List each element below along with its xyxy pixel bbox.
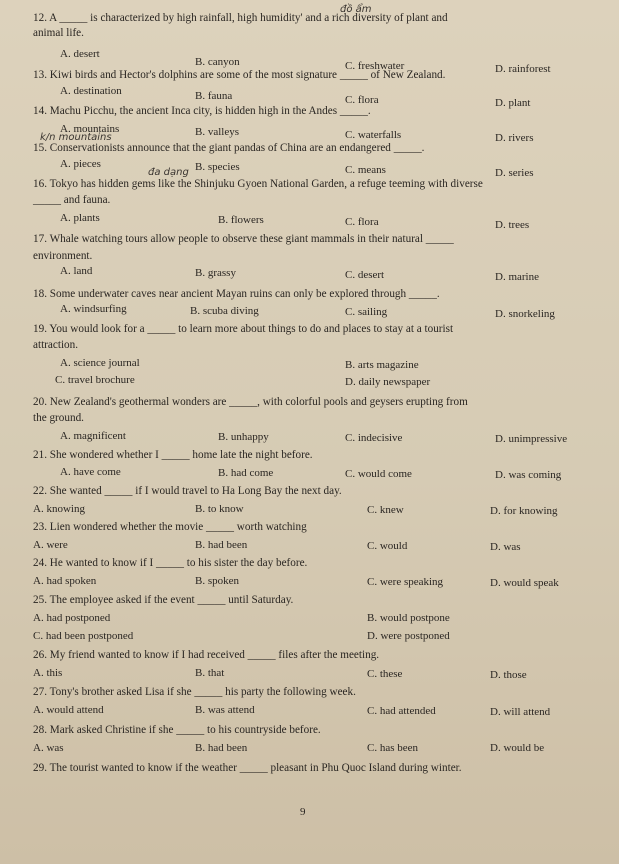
q19-option-a[interactable]: A. science journal bbox=[60, 357, 140, 369]
question-17-line-1: 17. Whale watching tours allow people to observe these giant mammals in their natural _____ bbox=[33, 233, 454, 245]
handwritten-note-q15: đa dạng bbox=[148, 167, 189, 178]
question-12-line-1: 12. A _____ is characterized by high rainfall, high humidity' and a rich diversity of plant and bbox=[33, 12, 448, 24]
q20-option-b[interactable]: B. unhappy bbox=[218, 431, 269, 443]
question-20-line-1: 20. New Zealand's geothermal wonders are _____, with colorful pools and geysers erupting from bbox=[33, 396, 468, 408]
question-17-line-2: environment. bbox=[33, 250, 93, 262]
question-21-line-1: 21. She wondered whether I _____ home late the night before. bbox=[33, 449, 313, 461]
q26-option-d[interactable]: D. those bbox=[490, 669, 527, 681]
question-26-line-1: 26. My friend wanted to know if I had received _____ files after the meeting. bbox=[33, 649, 380, 661]
q15-option-b[interactable]: B. species bbox=[195, 161, 240, 173]
question-20-line-2: the ground. bbox=[33, 412, 84, 424]
q19-option-d[interactable]: D. daily newspaper bbox=[345, 376, 431, 388]
q20-option-d[interactable]: D. unimpressive bbox=[495, 433, 568, 445]
question-15-line-1: 15. Conservationists announce that the giant pandas of China are an endangered _____. bbox=[33, 142, 425, 154]
q13-option-d[interactable]: D. plant bbox=[495, 97, 531, 109]
q13-option-b[interactable]: B. fauna bbox=[195, 90, 233, 102]
q26-option-b[interactable]: B. that bbox=[195, 667, 225, 679]
q16-option-d[interactable]: D. trees bbox=[495, 219, 530, 231]
q22-option-b[interactable]: B. to know bbox=[195, 503, 244, 515]
q18-option-d[interactable]: D. snorkeling bbox=[495, 308, 555, 320]
q15-option-d[interactable]: D. series bbox=[495, 167, 534, 179]
q27-option-c[interactable]: C. had attended bbox=[367, 705, 436, 717]
q27-option-a[interactable]: A. would attend bbox=[33, 704, 104, 716]
q26-option-c[interactable]: C. these bbox=[367, 668, 403, 680]
q24-option-c[interactable]: C. were speaking bbox=[367, 576, 444, 588]
question-25-line-1: 25. The employee asked if the event _____ until Saturday. bbox=[33, 594, 294, 606]
question-16-line-1: 16. Tokyo has hidden gems like the Shinjuku Gyoen National Garden, a refuge teeming with diverse bbox=[33, 178, 483, 190]
q28-option-a[interactable]: A. was bbox=[33, 742, 64, 754]
q17-option-c[interactable]: C. desert bbox=[345, 269, 385, 281]
question-12-line-2: animal life. bbox=[33, 27, 84, 39]
q12-option-d[interactable]: D. rainforest bbox=[495, 63, 551, 75]
q16-option-a[interactable]: A. plants bbox=[60, 212, 100, 224]
q19-option-b[interactable]: B. arts magazine bbox=[345, 359, 419, 371]
q25-option-a[interactable]: A. had postponed bbox=[33, 612, 111, 624]
q17-option-b[interactable]: B. grassy bbox=[195, 267, 236, 279]
q23-option-b[interactable]: B. had been bbox=[195, 539, 248, 551]
q28-option-b[interactable]: B. had been bbox=[195, 742, 248, 754]
q12-option-c[interactable]: C. freshwater bbox=[345, 60, 405, 72]
q14-option-d[interactable]: D. rivers bbox=[495, 132, 534, 144]
question-14-line-1: 14. Machu Picchu, the ancient Inca city, is hidden high in the Andes _____. bbox=[33, 105, 371, 117]
question-18-line-1: 18. Some underwater caves near ancient Mayan ruins can only be explored through _____. bbox=[33, 288, 440, 300]
handwritten-note-q14: k/n mountains bbox=[40, 132, 112, 143]
question-28-line-1: 28. Mark asked Christine if she _____ to his countryside before. bbox=[33, 724, 321, 736]
q14-option-a[interactable]: A. mountains bbox=[60, 123, 120, 135]
q21-option-b[interactable]: B. had come bbox=[218, 467, 274, 479]
page-number: 9 bbox=[300, 806, 306, 818]
question-29-line-1: 29. The tourist wanted to know if the weather _____ pleasant in Phu Quoc Island during winter. bbox=[33, 762, 462, 774]
question-22-line-1: 22. She wanted _____ if I would travel to Ha Long Bay the next day. bbox=[33, 485, 342, 497]
q28-option-d[interactable]: D. would be bbox=[490, 742, 545, 754]
q24-option-d[interactable]: D. would speak bbox=[490, 577, 559, 589]
q25-option-b[interactable]: B. would postpone bbox=[367, 612, 450, 624]
q25-option-c[interactable]: C. had been postponed bbox=[33, 630, 134, 642]
question-19-line-2: attraction. bbox=[33, 339, 79, 351]
q18-option-b[interactable]: B. scuba diving bbox=[190, 305, 259, 317]
q28-option-c[interactable]: C. has been bbox=[367, 742, 419, 754]
q17-option-d[interactable]: D. marine bbox=[495, 271, 539, 283]
question-13-line-1: 13. Kiwi birds and Hector's dolphins are some of the most signature _____ of New Zealand. bbox=[33, 69, 446, 81]
q26-option-a[interactable]: A. this bbox=[33, 667, 63, 679]
q24-option-a[interactable]: A. had spoken bbox=[33, 575, 97, 587]
q12-option-b[interactable]: B. canyon bbox=[195, 56, 240, 68]
q14-option-b[interactable]: B. valleys bbox=[195, 126, 239, 138]
question-19-line-1: 19. You would look for a _____ to learn more about things to do and places to stay at a tourist bbox=[33, 323, 454, 335]
q21-option-a[interactable]: A. have come bbox=[60, 466, 121, 478]
question-27-line-1: 27. Tony's brother asked Lisa if she _____ his party the following week. bbox=[33, 686, 356, 698]
q15-option-c[interactable]: C. means bbox=[345, 164, 386, 176]
q17-option-a[interactable]: A. land bbox=[60, 265, 93, 277]
q22-option-a[interactable]: A. knowing bbox=[33, 503, 85, 515]
q19-option-c[interactable]: C. travel brochure bbox=[55, 374, 135, 386]
q23-option-a[interactable]: A. were bbox=[33, 539, 68, 551]
question-23-line-1: 23. Lien wondered whether the movie _____ worth watching bbox=[33, 521, 307, 533]
q24-option-b[interactable]: B. spoken bbox=[195, 575, 239, 587]
q13-option-c[interactable]: C. flora bbox=[345, 94, 379, 106]
handwritten-note-q12: đồ ẩm bbox=[340, 4, 372, 15]
q23-option-c[interactable]: C. would bbox=[367, 540, 408, 552]
question-24-line-1: 24. He wanted to know if I _____ to his sister the day before. bbox=[33, 557, 308, 569]
q27-option-b[interactable]: B. was attend bbox=[195, 704, 255, 716]
question-16-line-2: _____ and fauna. bbox=[33, 194, 111, 206]
q14-option-c[interactable]: C. waterfalls bbox=[345, 129, 402, 141]
q12-option-a[interactable]: A. desert bbox=[60, 48, 100, 60]
q21-option-c[interactable]: C. would come bbox=[345, 468, 412, 480]
q16-option-c[interactable]: C. flora bbox=[345, 216, 379, 228]
q18-option-a[interactable]: A. windsurfing bbox=[60, 303, 127, 315]
q23-option-d[interactable]: D. was bbox=[490, 541, 521, 553]
q22-option-c[interactable]: C. knew bbox=[367, 504, 404, 516]
q25-option-d[interactable]: D. were postponed bbox=[367, 630, 450, 642]
q18-option-c[interactable]: C. sailing bbox=[345, 306, 388, 318]
q21-option-d[interactable]: D. was coming bbox=[495, 469, 562, 481]
q15-option-a[interactable]: A. pieces bbox=[60, 158, 101, 170]
q22-option-d[interactable]: D. for knowing bbox=[490, 505, 558, 517]
q20-option-a[interactable]: A. magnificent bbox=[60, 430, 126, 442]
q20-option-c[interactable]: C. indecisive bbox=[345, 432, 403, 444]
q13-option-a[interactable]: A. destination bbox=[60, 85, 122, 97]
q16-option-b[interactable]: B. flowers bbox=[218, 214, 264, 226]
q27-option-d[interactable]: D. will attend bbox=[490, 706, 551, 718]
